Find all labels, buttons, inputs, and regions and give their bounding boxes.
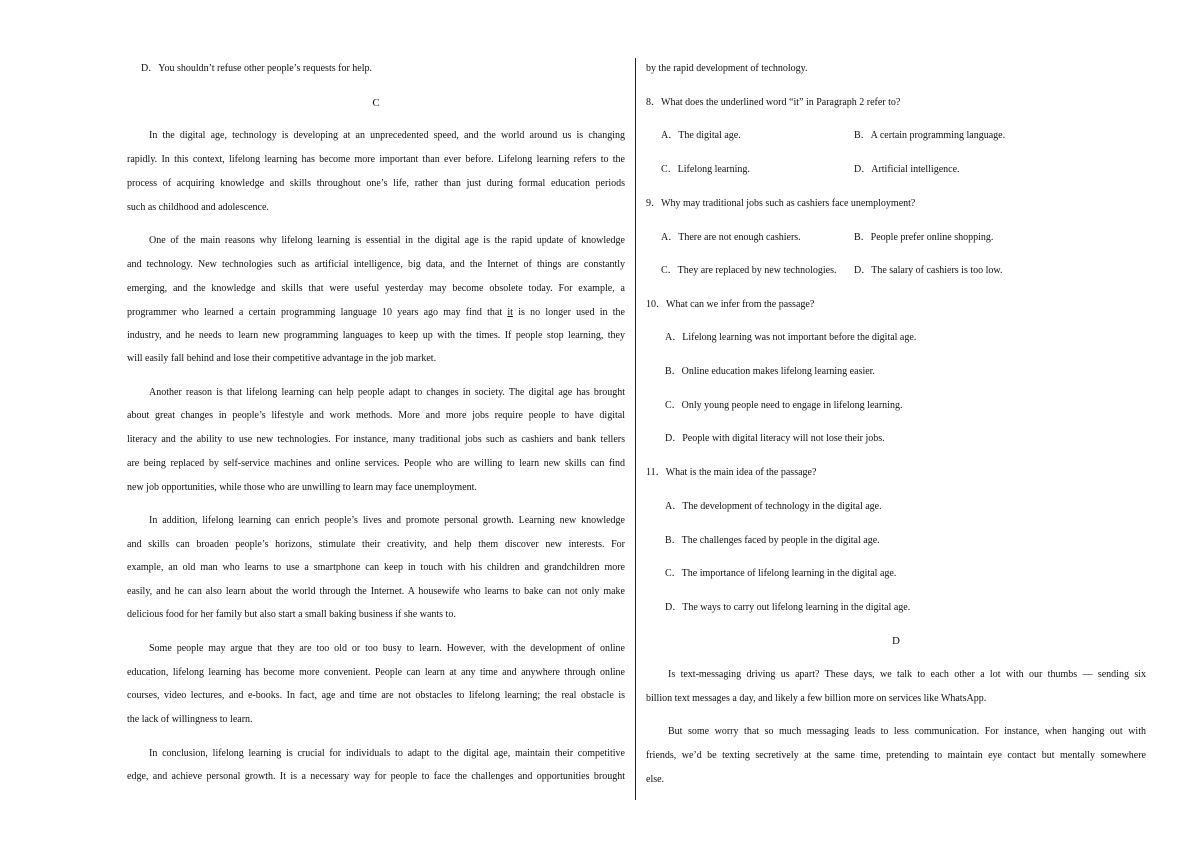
c-p1-line-1: In the digital age, technology is developing at an unprecedented speed, and the world around us is changing bbox=[149, 130, 625, 141]
c-p2-line-1: One of the main reasons why lifelong learning is essential in the digital age is the rapid update of knowledge bbox=[149, 235, 625, 246]
c-p4-line-5: delicious food for her family but also start a small baking business if she wants to. bbox=[127, 609, 456, 620]
q11-option-a: A．The development of technology in the digital age. bbox=[665, 501, 882, 512]
q8-option-d: D．Artificial intelligence. bbox=[854, 164, 960, 175]
q10-option-a: A．Lifelong learning was not important before the digital age. bbox=[665, 332, 917, 343]
c-p4-line-4: easily, and he can also learn about the world through the Internet. A housewife who learns to bake can not only make bbox=[127, 586, 625, 597]
question-10: 10．What can we infer from the passage? bbox=[646, 299, 815, 310]
question-8: 8．What does the underlined word “it” in Paragraph 2 refer to? bbox=[646, 97, 901, 108]
question-11: 11．What is the main idea of the passage? bbox=[646, 467, 817, 478]
d-p1-line-2: billion text messages a day, and likely a few billion more on services like WhatsApp. bbox=[646, 693, 987, 704]
column-divider bbox=[635, 58, 636, 800]
c-p3-line-1: Another reason is that lifelong learning can help people adapt to changes in society. The digital age has brought bbox=[149, 387, 625, 398]
c-p2-line-4-start: programmer who learned a certain programming language 10 years ago may find that bbox=[127, 307, 508, 318]
underlined-word-it: it bbox=[507, 307, 513, 318]
c-p3-line-5: new job opportunities, while those who are unwilling to learn may face unemployment. bbox=[127, 482, 477, 493]
question-9: 9．Why may traditional jobs such as cashiers face unemployment? bbox=[646, 198, 916, 209]
c-p4-line-1: In addition, lifelong learning can enrich people’s lives and promote personal growth. Learning new knowledge bbox=[149, 515, 625, 526]
q8-option-a: A．The digital age. bbox=[661, 130, 741, 141]
c-p1-line-3: process of acquiring knowledge and skills throughout one’s life, rather than just during formal education periods bbox=[127, 178, 625, 189]
d-p2-line-2: friends, we’d be texting secretively at the same time, pretending to maintain eye contact but mentally somewhere bbox=[646, 750, 1146, 761]
c-p4-line-2: and skills can broaden people’s horizons, stimulate their creativity, and help them discover new interests. For bbox=[127, 539, 625, 550]
section-c-title: C bbox=[372, 97, 380, 109]
c-p3-line-3: literacy and the ability to use new technologies. For instance, many traditional jobs such as cashiers and bank tellers bbox=[127, 434, 625, 445]
c-p1-line-2: rapidly. In this context, lifelong learning has become more important than ever before. Lifelong learning refers to the bbox=[127, 154, 625, 165]
d-p2-line-3: else. bbox=[646, 774, 665, 785]
continuation-line: by the rapid development of technology. bbox=[646, 63, 808, 74]
c-p2-line-2: and technology. New technologies such as artificial intelligence, big data, and the Internet of things are constantly bbox=[127, 259, 625, 270]
q9-option-d: D．The salary of cashiers is too low. bbox=[854, 265, 1003, 276]
c-p2-line-6: will easily fall behind and lose their competitive advantage in the job market. bbox=[127, 353, 437, 364]
c-p5-line-1: Some people may argue that they are too old or too busy to learn. However, with the development of online bbox=[149, 643, 625, 654]
d-p1-line-1: Is text-messaging driving us apart? These days, we talk to each other a lot with our thumbs — sending six bbox=[668, 669, 1146, 680]
q10-option-b: B．Online education makes lifelong learning easier. bbox=[665, 366, 875, 377]
q9-option-c: C．They are replaced by new technologies. bbox=[661, 265, 837, 276]
q10-option-d: D．People with digital literacy will not lose their jobs. bbox=[665, 433, 885, 444]
c-p5-line-4: the lack of willingness to learn. bbox=[127, 714, 253, 725]
q11-option-c: C．The importance of lifelong learning in the digital age. bbox=[665, 568, 897, 579]
c-p6-line-1: In conclusion, lifelong learning is crucial for individuals to adapt to the digital age, maintain their competitive bbox=[149, 748, 625, 759]
c-p3-line-2: about great changes in people’s lifestyle and work methods. More and more jobs require people to have digital bbox=[127, 410, 625, 421]
c-p5-line-2: education, lifelong learning has become more convenient. People can learn at any time and anywhere through online bbox=[127, 667, 625, 678]
q8-option-c: C．Lifelong learning. bbox=[661, 164, 750, 175]
c-p3-line-4: are being replaced by self-service machines and online services. People who are willing to learn new skills can find bbox=[127, 458, 625, 469]
c-p2-line-3: emerging, and the knowledge and skills that were useful yesterday may become obsolete today. For example, a bbox=[127, 283, 625, 294]
q8-option-b: B．A certain programming language. bbox=[854, 130, 1006, 141]
c-p1-line-4: such as childhood and adolescence. bbox=[127, 202, 269, 213]
q9-option-a: A．There are not enough cashiers. bbox=[661, 232, 801, 243]
c-p5-line-3: courses, video lectures, and e-books. In fact, age and time are not obstacles to lifelong learning; the real obstacle is bbox=[127, 690, 625, 701]
c-p4-line-3: example, an old man who learns to use a smartphone can keep in touch with his children and grandchildren more bbox=[127, 562, 625, 573]
q9-option-b: B．People prefer online shopping. bbox=[854, 232, 994, 243]
d-p2-line-1: But some worry that so much messaging leads to less communication. For instance, when hanging out with bbox=[668, 726, 1146, 737]
q11-option-d: D．The ways to carry out lifelong learning in the digital age. bbox=[665, 602, 911, 613]
q10-option-c: C．Only young people need to engage in lifelong learning. bbox=[665, 400, 903, 411]
c-p2-line-5: industry, and he needs to learn new programming languages to keep up with the times. If people stop learning, they bbox=[127, 330, 625, 341]
c-p2-line-4 bbox=[127, 307, 625, 319]
c-p2-line-4-end: is no longer used in the bbox=[512, 307, 625, 318]
previous-question-option-d: D．You shouldn’t refuse other people’s requests for help. bbox=[141, 63, 372, 74]
c-p6-line-2: edge, and achieve personal growth. It is a necessary way for people to face the challenges and opportunities brought bbox=[127, 771, 625, 782]
section-d-title: D bbox=[892, 635, 900, 647]
q11-option-b: B．The challenges faced by people in the digital age. bbox=[665, 535, 880, 546]
